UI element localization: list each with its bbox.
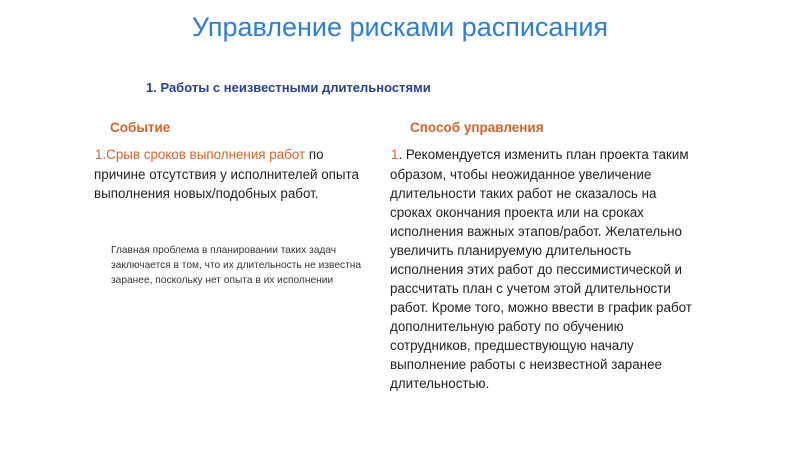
event-highlight: 1.Срыв сроков выполнения работ	[95, 147, 306, 162]
management-text	[390, 145, 695, 393]
management-heading: Способ управления	[410, 120, 544, 135]
event-description: по причине отсутствия у исполнителей опыта выполнения новых/подобных работ.	[94, 147, 359, 201]
slide-subtitle: 1. Работы с неизвестными длительностями	[146, 80, 431, 95]
management-highlight: 1	[391, 147, 399, 162]
event-heading: Событие	[110, 120, 171, 135]
event-text	[94, 145, 374, 203]
slide-title: Управление рисками расписания	[191, 12, 609, 42]
event-note: Главная проблема в планировании таких задач заключается в том, что их длительность не известна заранее, поскольку нет опыта в их исполнении	[111, 245, 362, 286]
management-description: . Рекомендуется изменить план проекта таким образом, чтобы неожиданное увеличение длительности таких работ не сказалось на сроках окончания проекта или на сроках исполнения важных этапов/работ. Желательно увеличить планируемую длительность исполнения этих работ до пессимистической и рассчитать план с учетом этой длительности работ. Кроме того, можно ввести в график работ дополнительную работу по обучению сотрудников, предшествующую началу выполнение работы с неизвестной заранее длительностью.	[390, 147, 692, 391]
